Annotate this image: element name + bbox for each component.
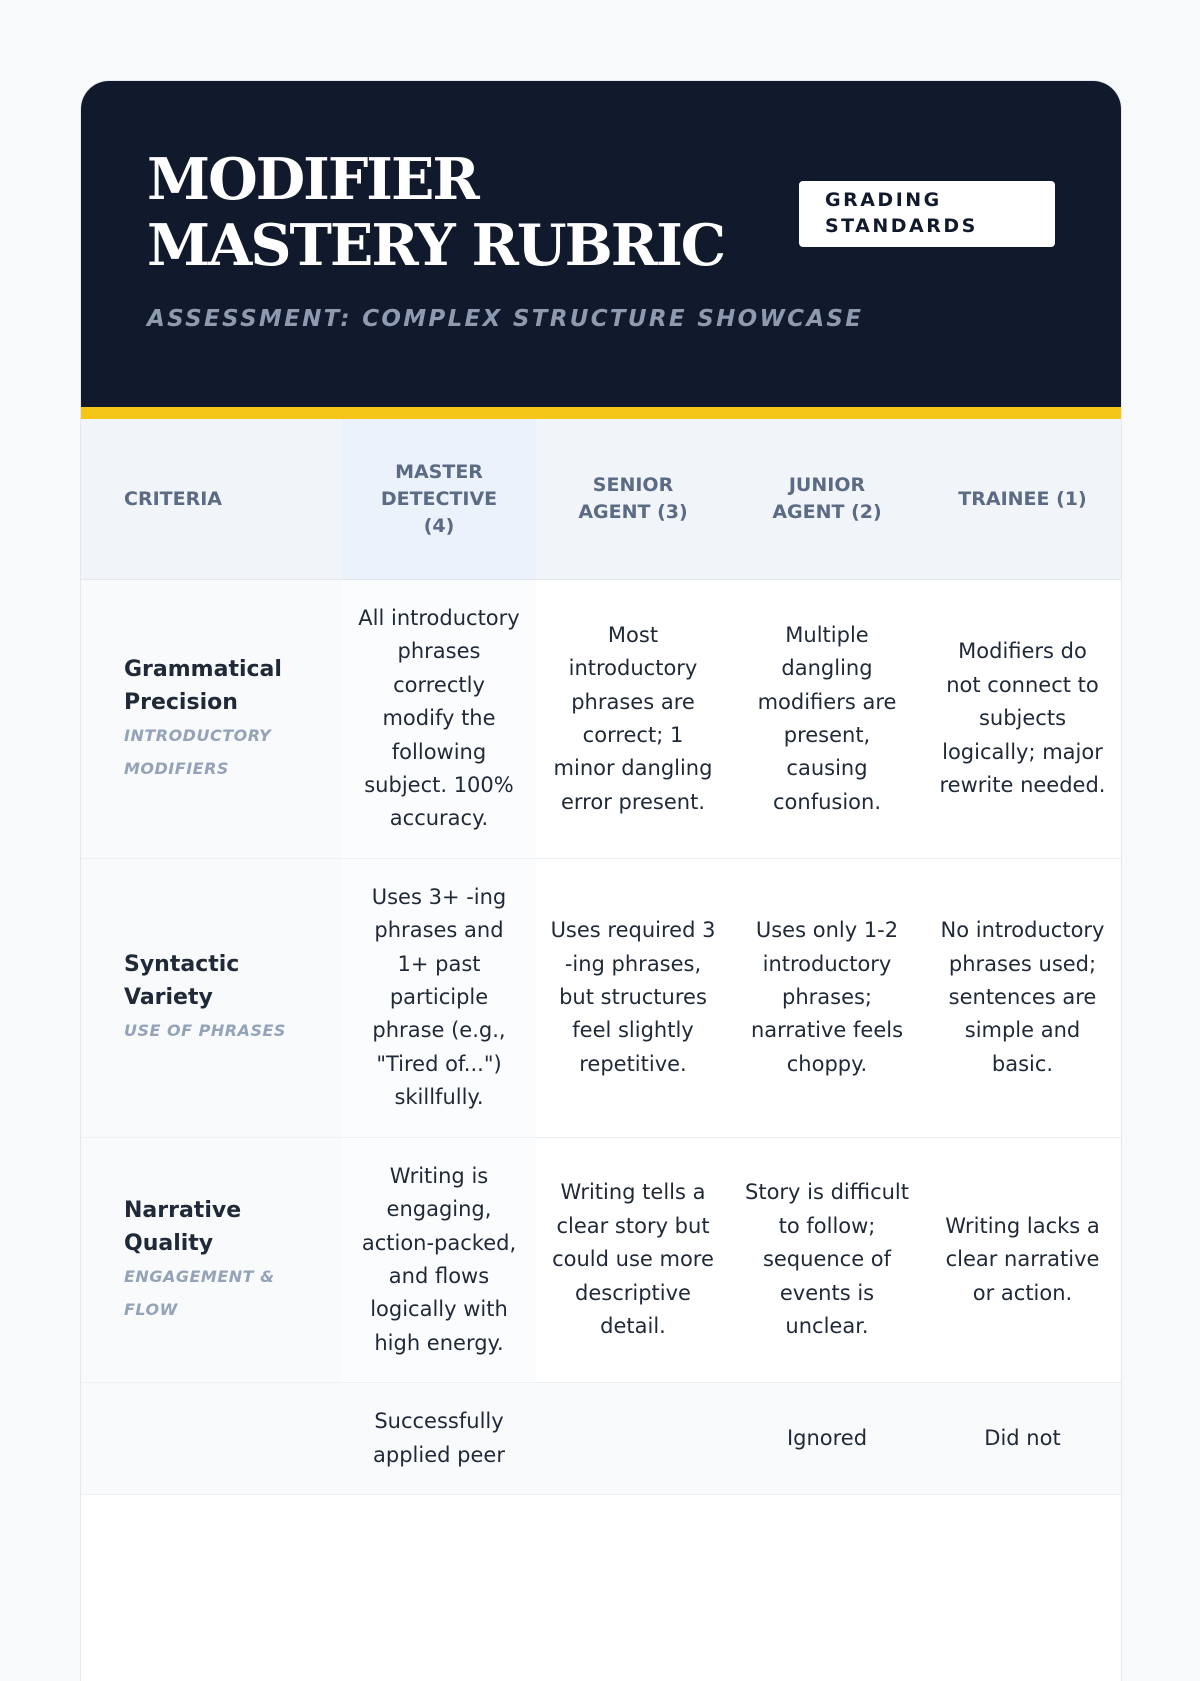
senior-agent-cell: Uses required 3 -ing phrases, but structures feel slightly repetitive. (536, 858, 730, 1137)
column-header-master-detective: MASTER DETECTIVE (4) (342, 419, 536, 580)
junior-agent-cell: Multiple dangling modifiers are present, causing confusion. (730, 580, 924, 859)
master-detective-cell: Successfully applied peer (342, 1383, 536, 1495)
trainee-cell: No introductory phrases used; sentences are simple and basic. (924, 858, 1121, 1137)
column-header-senior-agent: SENIOR AGENT (3) (536, 419, 730, 580)
criterion-subtitle: ENGAGEMENT & FLOW (124, 1266, 275, 1319)
assessment-subtitle: ASSESSMENT: COMPLEX STRUCTURE SHOWCASE (147, 306, 864, 332)
table-row (81, 858, 1121, 1137)
criterion-subtitle: INTRODUCTORY MODIFIERS (124, 725, 272, 778)
criterion-name: Syntactic Variety (124, 952, 240, 1011)
junior-agent-cell: Story is difficult to follow; sequence of events is unclear. (730, 1137, 924, 1382)
master-detective-cell: Writing is engaging, action-packed, and flows logically with high energy. (342, 1137, 536, 1382)
senior-agent-cell (536, 1383, 730, 1495)
column-header-trainee: TRAINEE (1) (924, 419, 1121, 580)
column-header-junior-agent: JUNIOR AGENT (2) (730, 419, 924, 580)
master-detective-cell: Uses 3+ -ing phrases and 1+ past participle phrase (e.g., "Tired of...") skillfully. (342, 858, 536, 1137)
senior-agent-cell: Most introductory phrases are correct; 1 minor dangling error present. (536, 580, 730, 859)
criterion-cell (81, 1383, 342, 1495)
column-header-criteria: CRITERIA (81, 419, 342, 580)
trainee-cell: Writing lacks a clear narrative or action. (924, 1137, 1121, 1382)
rubric-table (81, 419, 1121, 1495)
master-detective-cell: All introductory phrases correctly modify the following subject. 100% accuracy. (342, 580, 536, 859)
page-title: MODIFIER MASTERY RUBRIC (147, 146, 725, 279)
grading-standards-badge: GRADING STANDARDS (799, 181, 1055, 247)
trainee-cell: Did not (924, 1383, 1121, 1495)
criterion-cell (81, 580, 342, 859)
table-row (81, 1137, 1121, 1382)
senior-agent-cell: Writing tells a clear story but could use more descriptive detail. (536, 1137, 730, 1382)
criterion-name: Narrative Quality (124, 1197, 242, 1256)
rubric-header (81, 81, 1121, 419)
criterion-subtitle: USE OF PHRASES (124, 1021, 286, 1041)
trainee-cell: Modifiers do not connect to subjects logically; major rewrite needed. (924, 580, 1121, 859)
criterion-cell (81, 1137, 342, 1382)
criterion-cell (81, 858, 342, 1137)
junior-agent-cell: Uses only 1-2 introductory phrases; narrative feels choppy. (730, 858, 924, 1137)
table-row (81, 1383, 1121, 1495)
table-header-row (81, 419, 1121, 580)
criterion-name: Grammatical Precision (124, 656, 282, 715)
rubric-card (81, 81, 1121, 1681)
table-row (81, 580, 1121, 859)
junior-agent-cell: Ignored (730, 1383, 924, 1495)
